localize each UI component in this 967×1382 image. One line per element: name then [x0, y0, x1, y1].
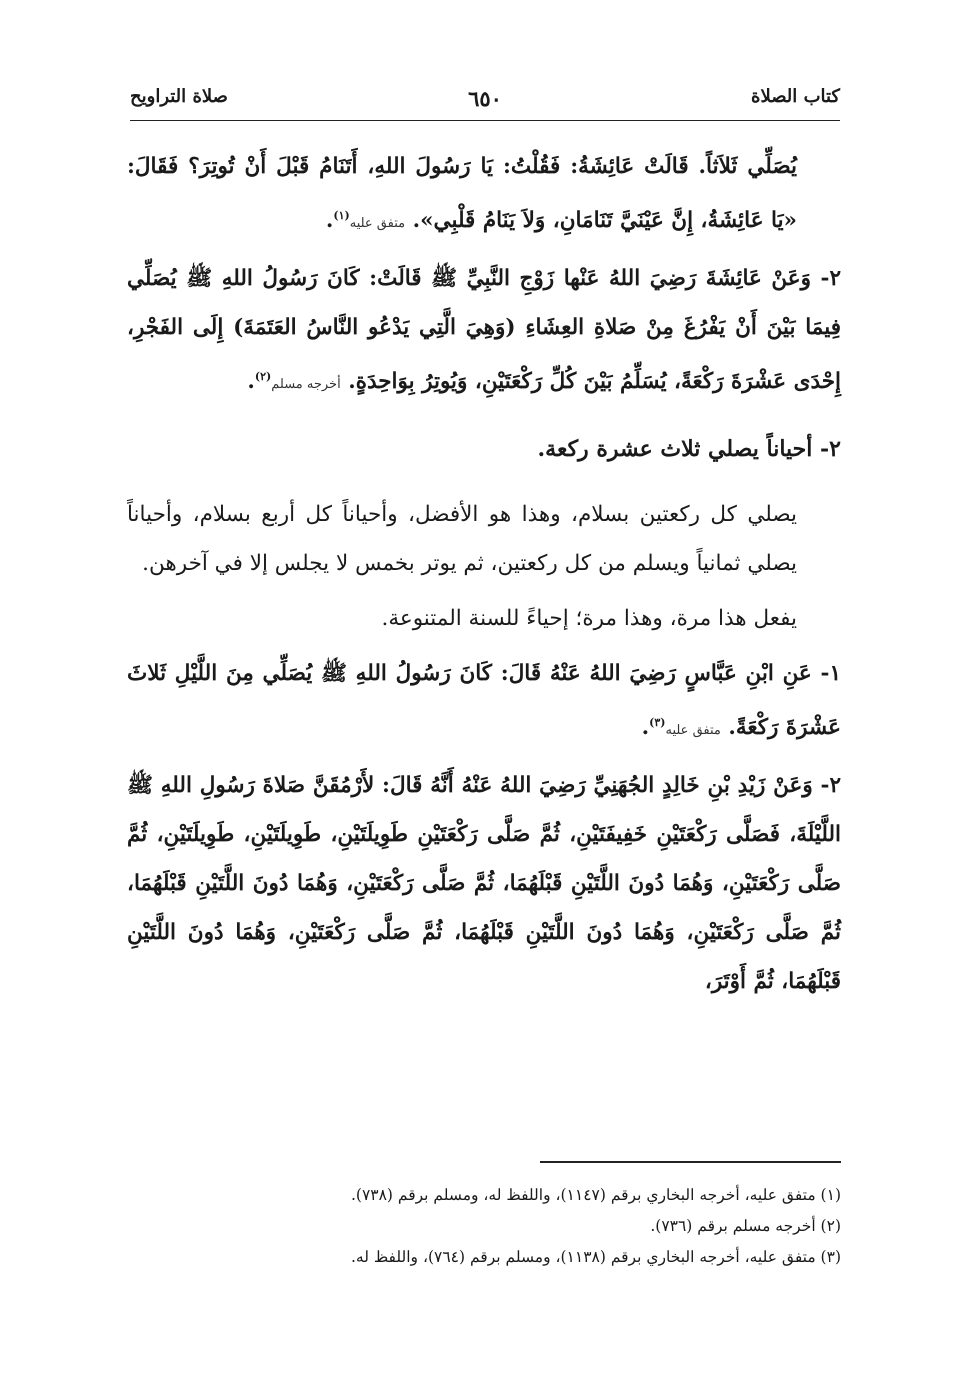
- hadith-zayd: ٢- وَعَنْ زَيْدِ بْنِ خَالِدٍ الجُهَنِيِّ رَضِيَ اللهُ عَنْهُ أَنَّهُ قَالَ: لأَرْمُقَنَّ صَلاةَ رَسُولِ اللهِ ﷺ اللَّيْلَةَ، فَصَلَّى رَكْعَتَيْنِ خَفِيفَتَيْنِ، ثُمَّ صَلَّى رَكْعَتَيْنِ طَوِيلَتَيْنِ، طَوِيلَتَيْنِ، طَوِيلَتَيْنِ، ثُمَّ صَلَّى رَكْعَتَيْنِ، وَهُمَا دُونَ اللَّتَيْنِ قَبْلَهُمَا، ثُمَّ صَلَّى رَكْعَتَيْنِ، وَهُمَا دُونَ اللَّتَيْنِ قَبْلَهُمَا، ثُمَّ صَلَّى رَكْعَتَيْنِ، وَهُمَا دُونَ اللَّتَيْنِ قَبْلَهُمَا، ثُمَّ صَلَّى رَكْعَتَيْنِ، وَهُمَا دُونَ اللَّتَيْنِ قَبْلَهُمَا، ثُمَّ أَوْتَرَ،: [127, 773, 841, 995]
- hadith-reference: أخرجه مسلم: [271, 377, 341, 393]
- page-number: ٦٥٠: [468, 86, 502, 111]
- hadith-continuation: يُصَلِّي ثَلاَثاً. قَالَتْ عَائِشَةُ: فَقُلْتُ: يَا رَسُولَ اللهِ، أَتَنَامُ قَبْلَ أَنْ تُوتِرَ؟ فَقَالَ: «يَا عَائِشَةُ، إِنَّ عَيْنَيَّ تَنَامَانِ، وَلاَ يَنَامُ قَلْبِي». متفق عليه$^{(١)}$.: [127, 154, 797, 234]
- hadith-text: يُصَلِّي ثَلاَثاً. قَالَتْ عَائِشَةُ: فَقُلْتُ: يَا رَسُولَ اللهِ، أَتَنَامُ قَبْلَ أَنْ تُوتِرَ؟ فَقَالَ: «يَا عَائِشَةُ، إِنَّ عَيْنَيَّ تَنَامَانِ، وَلاَ يَنَامُ قَلْبِي».: [127, 154, 797, 234]
- footnote-marker: (٢): [254, 370, 272, 384]
- hadith-aisha: ٢- وَعَنْ عَائِشَةَ رَضِيَ اللهُ عَنْها زَوْجِ النَّبِيِّ ﷺ قَالَتْ: كَانَ رَسُولُ اللهِ ﷺ يُصَلِّي فِيمَا بَيْنَ أَنْ يَفْرُغَ مِنْ صَلاةِ العِشَاءِ (وَهِيَ الَّتِي يَدْعُو النَّاسُ العَتَمَةَ) إِلَى الفَجْرِ، إِحْدَى عَشْرَةَ رَكْعَةً، يُسَلِّمُ بَيْنَ كُلِّ رَكْعَتَيْنِ، وَيُوتِرُ بِوَاحِدَةٍ. أخرجه مسلم$^{(٢)}$.: [127, 266, 841, 395]
- explanation-note: يفعل هذا مرة، وهذا مرة؛ إحياءً للسنة المتنوعة.: [381, 606, 797, 632]
- book-title: كتاب الصلاة: [751, 86, 840, 107]
- hadith-reference: متفق عليه: [665, 723, 721, 739]
- footnote-divider: [540, 1161, 841, 1163]
- section-heading: ٢- أحياناً يصلي ثلاث عشرة ركعة.: [537, 436, 841, 463]
- header-divider: [130, 120, 840, 121]
- footnote-item: (٢) أخرجه مسلم برقم (٧٣٦).: [650, 1217, 841, 1235]
- footnote-marker: (١): [333, 209, 350, 222]
- page-header: [130, 86, 840, 120]
- explanation-paragraph: يصلي كل ركعتين بسلام، وهذا هو الأفضل، وأحياناً كل أربع بسلام، وأحياناً يصلي ثمانياً ويسلم من كل ركعتين، ثم يوتر بخمس لا يجلس إلا في آخرهن.: [127, 502, 797, 577]
- footnotes: [130, 1180, 841, 1273]
- hadith-reference: متفق عليه: [349, 216, 406, 232]
- footnote-item: (٣) متفق عليه، أخرجه البخاري برقم (١١٣٨)، ومسلم برقم (٧٦٤)، واللفظ له.: [350, 1248, 841, 1266]
- footnote-marker: (٣): [649, 716, 666, 730]
- page-body: [127, 142, 841, 1006]
- hadith-text: ٢- وَعَنْ عَائِشَةَ رَضِيَ اللهُ عَنْها زَوْجِ النَّبِيِّ ﷺ قَالَتْ: كَانَ رَسُولُ اللهِ ﷺ يُصَلِّي فِيمَا بَيْنَ أَنْ يَفْرُغَ مِنْ صَلاةِ العِشَاءِ (وَهِيَ الَّتِي يَدْعُو النَّاسُ العَتَمَةَ) إِلَى الفَجْرِ، إِحْدَى عَشْرَةَ رَكْعَةً، يُسَلِّمُ بَيْنَ كُلِّ رَكْعَتَيْنِ، وَيُوتِرُ بِوَاحِدَةٍ.: [127, 266, 841, 395]
- footnote-item: (١) متفق عليه، أخرجه البخاري برقم (١١٤٧)، واللفظ له، ومسلم برقم (٧٣٨).: [350, 1186, 841, 1204]
- chapter-title: صلاة التراويح: [130, 86, 228, 107]
- hadith-text: ١- عَنِ ابْنِ عَبَّاسٍ رَضِيَ اللهُ عَنْهُ قَالَ: كَانَ رَسُولُ اللهِ ﷺ يُصَلِّي مِنَ اللَّيْلِ ثَلاثَ عَشْرَةَ رَكْعَةً.: [127, 661, 841, 741]
- hadith-ibn-abbas: ١- عَنِ ابْنِ عَبَّاسٍ رَضِيَ اللهُ عَنْهُ قَالَ: كَانَ رَسُولُ اللهِ ﷺ يُصَلِّي مِنَ اللَّيْلِ ثَلاثَ عَشْرَةَ رَكْعَةً. متفق عليه$^{(٣)}$.: [127, 661, 841, 741]
